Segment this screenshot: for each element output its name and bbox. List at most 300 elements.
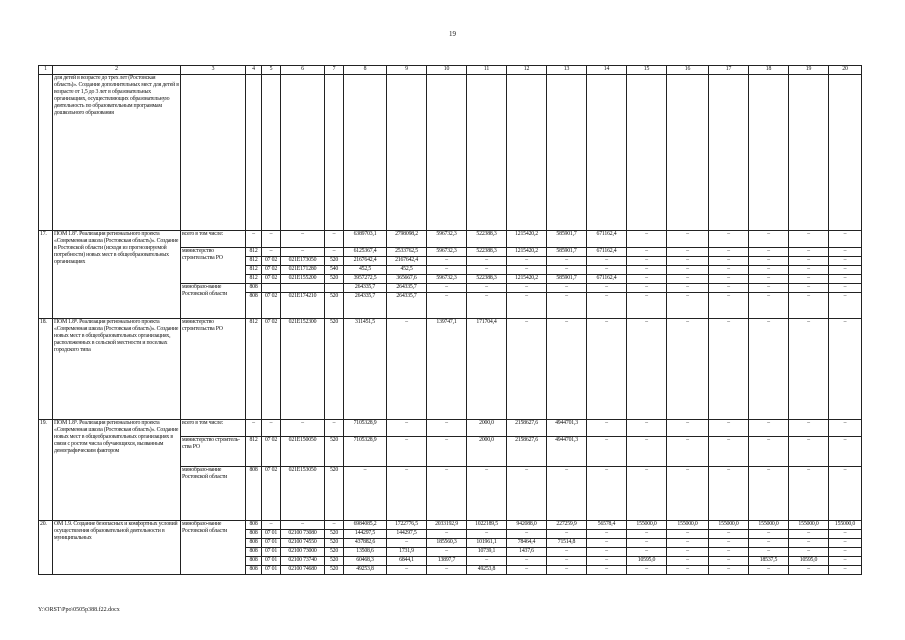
value-cell: – [281, 248, 325, 257]
value-cell: 10739,1 [467, 548, 507, 557]
value-cell [467, 75, 507, 231]
value-cell: – [427, 257, 467, 266]
value-cell: 264335,7 [344, 284, 387, 293]
value-cell: 07 01 [262, 530, 281, 539]
value-cell: – [627, 284, 667, 293]
value-cell: 227259,9 [547, 521, 587, 530]
value-cell: 808 [246, 566, 262, 575]
value-cell: – [709, 530, 749, 539]
value-cell: 520 [325, 530, 344, 539]
value-cell: 185560,3 [427, 539, 467, 548]
value-cell: – [667, 257, 709, 266]
value-cell [246, 75, 262, 231]
col-header: 18 [749, 66, 789, 75]
value-cell: 522388,3 [467, 248, 507, 257]
value-cell: 812 [246, 319, 262, 420]
value-cell: 2033192,9 [427, 521, 467, 530]
value-cell: – [627, 566, 667, 575]
value-cell: – [507, 257, 547, 266]
value-cell: – [467, 284, 507, 293]
value-cell: – [507, 266, 547, 275]
value-cell: – [749, 257, 789, 266]
value-cell: – [789, 248, 829, 257]
value-cell: – [281, 521, 325, 530]
value-cell: – [709, 420, 749, 437]
col-header: 20 [829, 66, 862, 75]
col-header: 1 [39, 66, 53, 75]
value-cell: – [507, 319, 547, 420]
value-cell: 1731,9 [387, 548, 427, 557]
value-cell: – [587, 566, 627, 575]
header-row [39, 66, 862, 75]
value-cell: – [281, 231, 325, 248]
value-cell: 452,5 [344, 266, 387, 275]
value-cell [667, 75, 709, 231]
value-cell: – [749, 467, 789, 521]
value-cell: – [789, 231, 829, 248]
value-cell [829, 75, 862, 231]
responsible-executor: министерство строитель-ства РО [181, 437, 246, 467]
value-cell: – [427, 437, 467, 467]
value-cell: 812 [246, 257, 262, 266]
value-cell: – [427, 467, 467, 521]
value-cell: – [387, 467, 427, 521]
value-cell: 808 [246, 284, 262, 293]
value-cell: – [749, 284, 789, 293]
value-cell: 596732,3 [427, 231, 467, 248]
value-cell: 596732,3 [427, 248, 467, 257]
footer-path: Y:\ORST\Ppo\0505p388.f22.docx [38, 607, 120, 613]
value-cell: 520 [325, 275, 344, 284]
value-cell: – [387, 566, 427, 575]
value-cell: 6389703,1 [344, 231, 387, 248]
page-number: 19 [449, 30, 456, 38]
value-cell: – [667, 248, 709, 257]
value-cell: – [587, 467, 627, 521]
value-cell: 021E155200 [281, 275, 325, 284]
value-cell: 812 [246, 275, 262, 284]
value-cell: – [427, 548, 467, 557]
value-cell: – [627, 257, 667, 266]
value-cell: 021E174210 [281, 293, 325, 319]
value-cell: – [427, 284, 467, 293]
value-cell: – [547, 257, 587, 266]
value-cell: 520 [325, 319, 344, 420]
value-cell: – [829, 557, 862, 566]
value-cell: 808 [246, 557, 262, 566]
value-cell: – [547, 266, 587, 275]
row-number: 19. [39, 420, 53, 521]
value-cell: – [587, 437, 627, 467]
value-cell: – [709, 284, 749, 293]
value-cell: – [667, 284, 709, 293]
value-cell: 10595,0 [789, 557, 829, 566]
value-cell: – [627, 530, 667, 539]
value-cell: – [749, 248, 789, 257]
value-cell: – [627, 293, 667, 319]
value-cell: – [829, 548, 862, 557]
value-cell: – [587, 557, 627, 566]
value-cell: – [667, 539, 709, 548]
value-cell: – [789, 548, 829, 557]
value-cell: 2167642,4 [344, 257, 387, 266]
value-cell [507, 75, 547, 231]
value-cell: 021E171280 [281, 266, 325, 275]
col-header: 2 [53, 66, 181, 75]
value-cell: – [627, 248, 667, 257]
value-cell: – [587, 293, 627, 319]
value-cell: – [709, 293, 749, 319]
value-cell: 520 [325, 539, 344, 548]
value-cell: 2158627,6 [507, 420, 547, 437]
value-cell: – [467, 530, 507, 539]
value-cell: – [262, 248, 281, 257]
value-cell [281, 75, 325, 231]
value-cell: – [789, 266, 829, 275]
table-row [39, 420, 862, 437]
table-row [39, 231, 862, 248]
value-cell: 311451,5 [344, 319, 387, 420]
responsible-executor: минобразо-вание Ростовской области [181, 284, 246, 319]
value-cell: – [387, 420, 427, 437]
value-cell: – [387, 437, 427, 467]
value-cell: 021E173050 [281, 257, 325, 266]
value-cell: – [627, 548, 667, 557]
value-cell: – [427, 530, 467, 539]
value-cell: 1022189,5 [467, 521, 507, 530]
value-cell: – [667, 319, 709, 420]
value-cell: – [667, 530, 709, 539]
value-cell: 07 01 [262, 557, 281, 566]
value-cell: – [709, 231, 749, 248]
responsible-executor: министерство строительства РО [181, 319, 246, 420]
value-cell: – [667, 467, 709, 521]
value-cell: 540 [325, 266, 344, 275]
value-cell: 155000,0 [789, 521, 829, 530]
value-cell: – [587, 420, 627, 437]
value-cell [587, 75, 627, 231]
row-number: 17. [39, 231, 53, 319]
value-cell: – [789, 319, 829, 420]
value-cell: 021E152300 [281, 319, 325, 420]
value-cell: 6984085,2 [344, 521, 387, 530]
responsible-executor: минобразо-вание Ростовской области [181, 467, 246, 521]
value-cell: – [547, 557, 587, 566]
row-number: 18. [39, 319, 53, 420]
value-cell: 07 02 [262, 293, 281, 319]
value-cell: 520 [325, 257, 344, 266]
value-cell: – [749, 548, 789, 557]
value-cell: 2533762,5 [387, 248, 427, 257]
value-cell: – [829, 231, 862, 248]
value-cell: – [507, 530, 547, 539]
value-cell: – [325, 521, 344, 530]
value-cell: 522388,3 [467, 275, 507, 284]
value-cell: – [829, 266, 862, 275]
value-cell: – [667, 548, 709, 557]
value-cell: – [547, 293, 587, 319]
col-header: 8 [344, 66, 387, 75]
value-cell: 13897,7 [427, 557, 467, 566]
value-cell: 155000,0 [829, 521, 862, 530]
value-cell: 520 [325, 557, 344, 566]
value-cell: 07 02 [262, 467, 281, 521]
value-cell: – [547, 566, 587, 575]
value-cell: 2798098,2 [387, 231, 427, 248]
value-cell: 812 [246, 248, 262, 257]
value-cell: 2000,0 [467, 420, 507, 437]
value-cell: 60468,3 [344, 557, 387, 566]
col-header: 6 [281, 66, 325, 75]
value-cell: – [709, 548, 749, 557]
value-cell: 520 [325, 467, 344, 521]
value-cell: – [829, 530, 862, 539]
value-cell: – [467, 266, 507, 275]
value-cell [262, 284, 281, 293]
value-cell: 155000,0 [749, 521, 789, 530]
value-cell: – [467, 257, 507, 266]
value-cell: – [789, 420, 829, 437]
value-cell: – [587, 266, 627, 275]
value-cell: – [547, 284, 587, 293]
value-cell: 522388,3 [467, 231, 507, 248]
value-cell: 155000,0 [709, 521, 749, 530]
value-cell: – [246, 231, 262, 248]
value-cell: 49253,8 [344, 566, 387, 575]
col-header: 17 [709, 66, 749, 75]
value-cell: 808 [246, 521, 262, 530]
value-cell: – [789, 284, 829, 293]
value-cell: – [709, 539, 749, 548]
value-cell: 07 02 [262, 275, 281, 284]
value-cell: – [829, 257, 862, 266]
value-cell: – [709, 467, 749, 521]
row-number: 20. [39, 521, 53, 575]
value-cell: 1437,6 [507, 548, 547, 557]
value-cell: 812 [246, 437, 262, 467]
value-cell: 155000,0 [667, 521, 709, 530]
value-cell: 155000,0 [627, 521, 667, 530]
col-header: 13 [547, 66, 587, 75]
value-cell: 585901,7 [547, 275, 587, 284]
value-cell: – [587, 530, 627, 539]
value-cell: 07 01 [262, 548, 281, 557]
measure-name: ПОМ 1.8⁸. Реализация регионального проекта «Современная школа (Ростовская область)». Создание новых мест в общеобразовательных организациях, расположенных в сельской местности и поселках городского типа [53, 319, 181, 420]
col-header: 9 [387, 66, 427, 75]
value-cell: 78464,4 [507, 539, 547, 548]
value-cell: – [667, 266, 709, 275]
value-cell [387, 75, 427, 231]
value-cell: 6844,1 [387, 557, 427, 566]
value-cell: 144297,5 [387, 530, 427, 539]
value-cell: – [749, 231, 789, 248]
value-cell: – [587, 284, 627, 293]
value-cell: 671162,4 [587, 231, 627, 248]
value-cell: – [467, 293, 507, 319]
value-cell: – [829, 437, 862, 467]
value-cell: – [829, 319, 862, 420]
value-cell [749, 75, 789, 231]
value-cell: 07 02 [262, 266, 281, 275]
value-cell: 264335,7 [387, 293, 427, 319]
value-cell: – [387, 319, 427, 420]
col-header: 7 [325, 66, 344, 75]
value-cell: 18537,5 [749, 557, 789, 566]
value-cell: 808 [246, 548, 262, 557]
col-header: 11 [467, 66, 507, 75]
value-cell: – [709, 257, 749, 266]
value-cell: 49253,8 [467, 566, 507, 575]
table-row [39, 521, 862, 530]
value-cell: – [789, 467, 829, 521]
col-header: 10 [427, 66, 467, 75]
value-cell: 1722776,5 [387, 521, 427, 530]
value-cell: – [627, 467, 667, 521]
value-cell: – [627, 420, 667, 437]
value-cell: 13508,6 [344, 548, 387, 557]
col-header: 19 [789, 66, 829, 75]
value-cell: – [587, 319, 627, 420]
value-cell: 585901,7 [547, 248, 587, 257]
value-cell: 808 [246, 467, 262, 521]
value-cell: – [547, 530, 587, 539]
responsible-executor: минобразо-вание Ростовской области [181, 521, 246, 575]
value-cell [789, 75, 829, 231]
value-cell: – [627, 539, 667, 548]
value-cell: 07 02 [262, 437, 281, 467]
value-cell: – [749, 539, 789, 548]
value-cell: – [587, 539, 627, 548]
value-cell [427, 75, 467, 231]
value-cell: 02100 73740 [281, 557, 325, 566]
table-body [39, 66, 862, 575]
value-cell: 942088,0 [507, 521, 547, 530]
value-cell: – [262, 231, 281, 248]
value-cell: – [547, 548, 587, 557]
value-cell: 101961,1 [467, 539, 507, 548]
value-cell: – [262, 420, 281, 437]
responsible-executor: всего в том числе: [181, 231, 246, 248]
value-cell: – [325, 248, 344, 257]
value-cell: 021E153050 [281, 467, 325, 521]
col-header: 15 [627, 66, 667, 75]
value-cell: – [627, 231, 667, 248]
value-cell: – [749, 420, 789, 437]
value-cell: 2000,0 [467, 437, 507, 467]
value-cell: 264335,7 [387, 284, 427, 293]
value-cell: – [709, 248, 749, 257]
value-cell: 6125367,4 [344, 248, 387, 257]
value-cell: 07 02 [262, 319, 281, 420]
value-cell: 144297,5 [344, 530, 387, 539]
value-cell: 07 02 [262, 257, 281, 266]
value-cell: – [627, 319, 667, 420]
value-cell: – [507, 557, 547, 566]
value-cell: – [667, 557, 709, 566]
value-cell: 520 [325, 437, 344, 467]
value-cell: 520 [325, 293, 344, 319]
value-cell: 264335,7 [344, 293, 387, 319]
value-cell: 7105328,9 [344, 437, 387, 467]
value-cell: 520 [325, 566, 344, 575]
value-cell: – [627, 275, 667, 284]
value-cell: – [667, 437, 709, 467]
value-cell: 4944701,3 [547, 420, 587, 437]
budget-table [38, 65, 862, 575]
value-cell: – [709, 266, 749, 275]
value-cell: – [749, 530, 789, 539]
value-cell: 171704,4 [467, 319, 507, 420]
value-cell: 671162,4 [587, 248, 627, 257]
value-cell: – [507, 566, 547, 575]
value-cell: 02100 74550 [281, 539, 325, 548]
value-cell [325, 75, 344, 231]
value-cell: – [789, 275, 829, 284]
responsible-executor [181, 75, 246, 231]
value-cell: – [547, 467, 587, 521]
value-cell: – [281, 420, 325, 437]
value-cell: – [829, 566, 862, 575]
value-cell: – [344, 467, 387, 521]
measure-name: для детей в возрасте до трех лет (Ростовская область)». Создание дополнительных мест для детей в возрасте от 1,5 до 3 лет в образовательных организациях, осуществляющих образовательную деятельность по образовательным программам дошкольного образования [53, 75, 181, 231]
col-header: 16 [667, 66, 709, 75]
value-cell: – [627, 266, 667, 275]
value-cell: 365667,6 [387, 275, 427, 284]
col-header: 3 [181, 66, 246, 75]
value-cell: – [325, 231, 344, 248]
value-cell: – [667, 275, 709, 284]
responsible-executor: всего в том числе: [181, 420, 246, 437]
value-cell: 07 01 [262, 539, 281, 548]
value-cell: – [829, 420, 862, 437]
value-cell: – [789, 530, 829, 539]
measure-name: ПОМ 1.8⁷. Реализация регионального проекта «Современная школа (Ростовская область)». Создание в Ростовской области (исходя из прогнозируемой потребности) новых мест в общеобразовательных организациях [53, 231, 181, 319]
value-cell: – [749, 566, 789, 575]
value-cell: – [667, 420, 709, 437]
value-cell: – [587, 257, 627, 266]
value-cell: 71514,8 [547, 539, 587, 548]
value-cell: – [829, 293, 862, 319]
value-cell: 808 [246, 530, 262, 539]
value-cell [627, 75, 667, 231]
col-header: 5 [262, 66, 281, 75]
table-row [39, 319, 862, 420]
value-cell: – [507, 293, 547, 319]
value-cell: – [829, 275, 862, 284]
value-cell: – [749, 437, 789, 467]
value-cell: – [467, 467, 507, 521]
value-cell: 1215420,2 [507, 231, 547, 248]
table-row [39, 75, 862, 231]
value-cell: – [507, 467, 547, 521]
value-cell: 2158627,6 [507, 437, 547, 467]
value-cell: – [667, 231, 709, 248]
value-cell: – [829, 539, 862, 548]
measure-name: ОМ 1.9. Создание безопасных и комфортных условий осуществления образовательной деятельности в муниципальных [53, 521, 181, 575]
value-cell: – [325, 420, 344, 437]
value-cell: – [667, 293, 709, 319]
value-cell [344, 75, 387, 231]
value-cell: – [627, 437, 667, 467]
value-cell: 1215420,2 [507, 275, 547, 284]
value-cell: – [427, 293, 467, 319]
value-cell: 808 [246, 539, 262, 548]
value-cell: 7105328,9 [344, 420, 387, 437]
value-cell: 4944701,3 [547, 437, 587, 467]
value-cell: – [709, 319, 749, 420]
value-cell: 3957272,5 [344, 275, 387, 284]
value-cell: – [667, 566, 709, 575]
